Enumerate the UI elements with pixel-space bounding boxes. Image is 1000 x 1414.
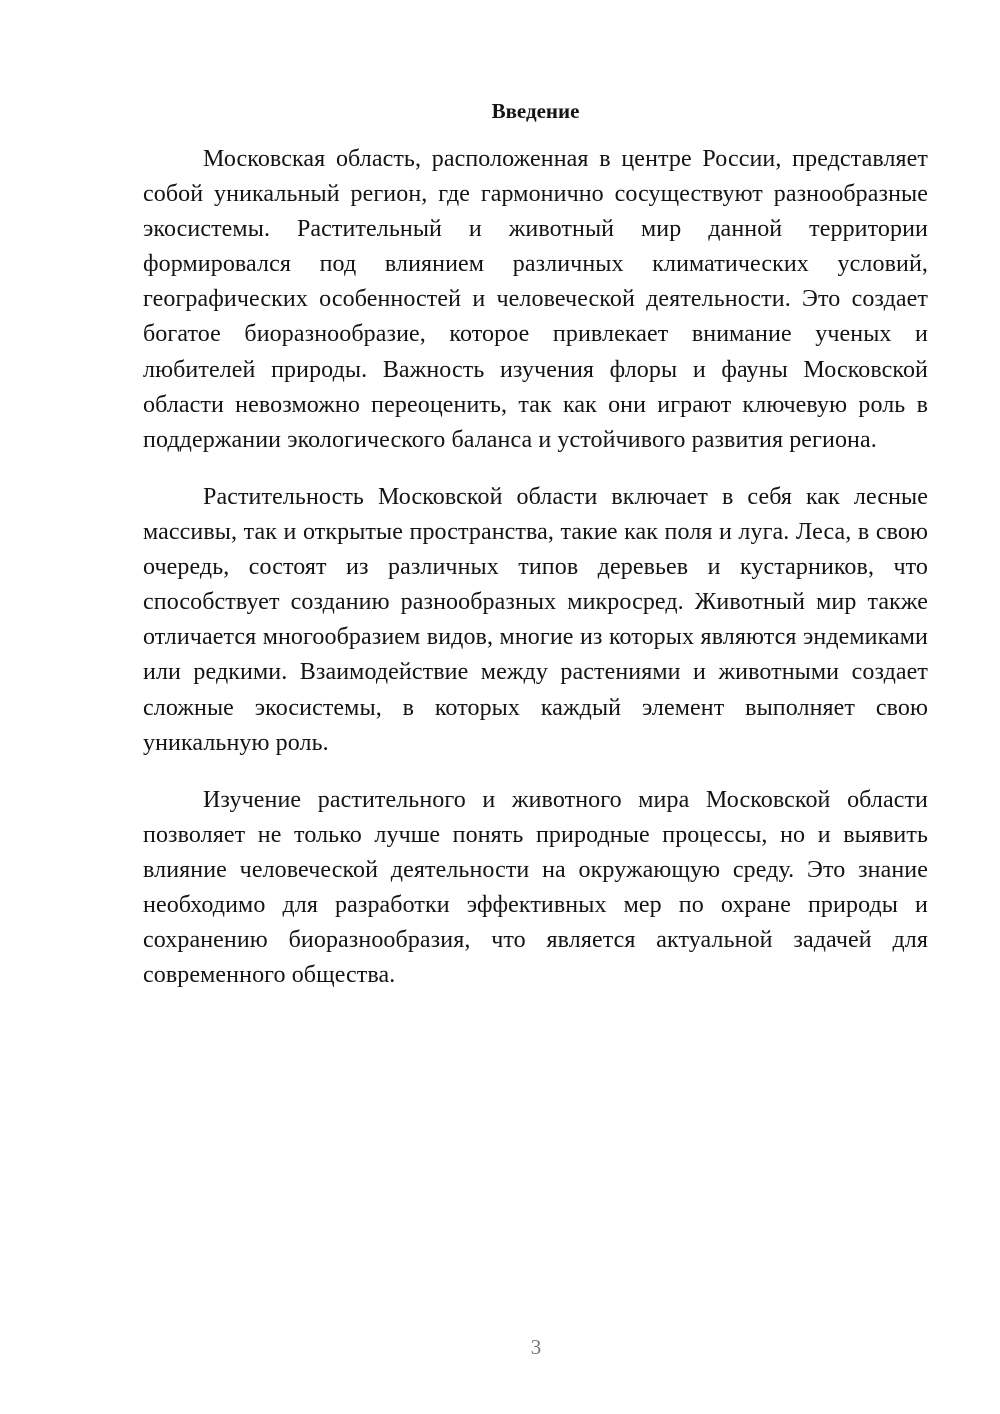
paragraph-3: Изучение растительного и животного мира Московской области позволяет не только лучше понять природные процессы, но и выявить влияние человеческой деятельности на окружающую среду. Это знание необходимо для разработки эффективных мер по охране природы и сохранению биоразнообразия, что является актуальной задачей для современного общества. xyxy=(143,787,928,989)
page-number: 3 xyxy=(530,1335,542,1359)
paragraph-1: Московская область, расположенная в центре России, представляет собой уникальный регион, где гармонично сосуществуют разнообразные экосистемы. Растительный и животный мир данной территории формировался под влиянием различных климатических условий, географических особенностей и человеческой деятельности. Это создает богатое биоразнообразие, которое привлекает внимание ученых и любителей природы. Важность изучения флоры и фауны Московской области невозможно переоценить, так как они играют ключевую роль в поддержании экологического баланса и устойчивого развития региона. xyxy=(143,146,928,453)
paragraph-2: Растительность Московской области включает в себя как лесные массивы, так и открытые пространства, такие как поля и луга. Леса, в свою очередь, состоят из различных типов деревьев и кустарников, что способствует созданию разнообразных микросред. Животный мир также отличается многообразием видов, многие из которых являются эндемиками или редкими. Взаимодействие между растениями и животными создает сложные экосистемы, в которых каждый элемент выполняет свою уникальную роль. xyxy=(143,484,928,756)
section-title: Введение xyxy=(491,99,580,123)
